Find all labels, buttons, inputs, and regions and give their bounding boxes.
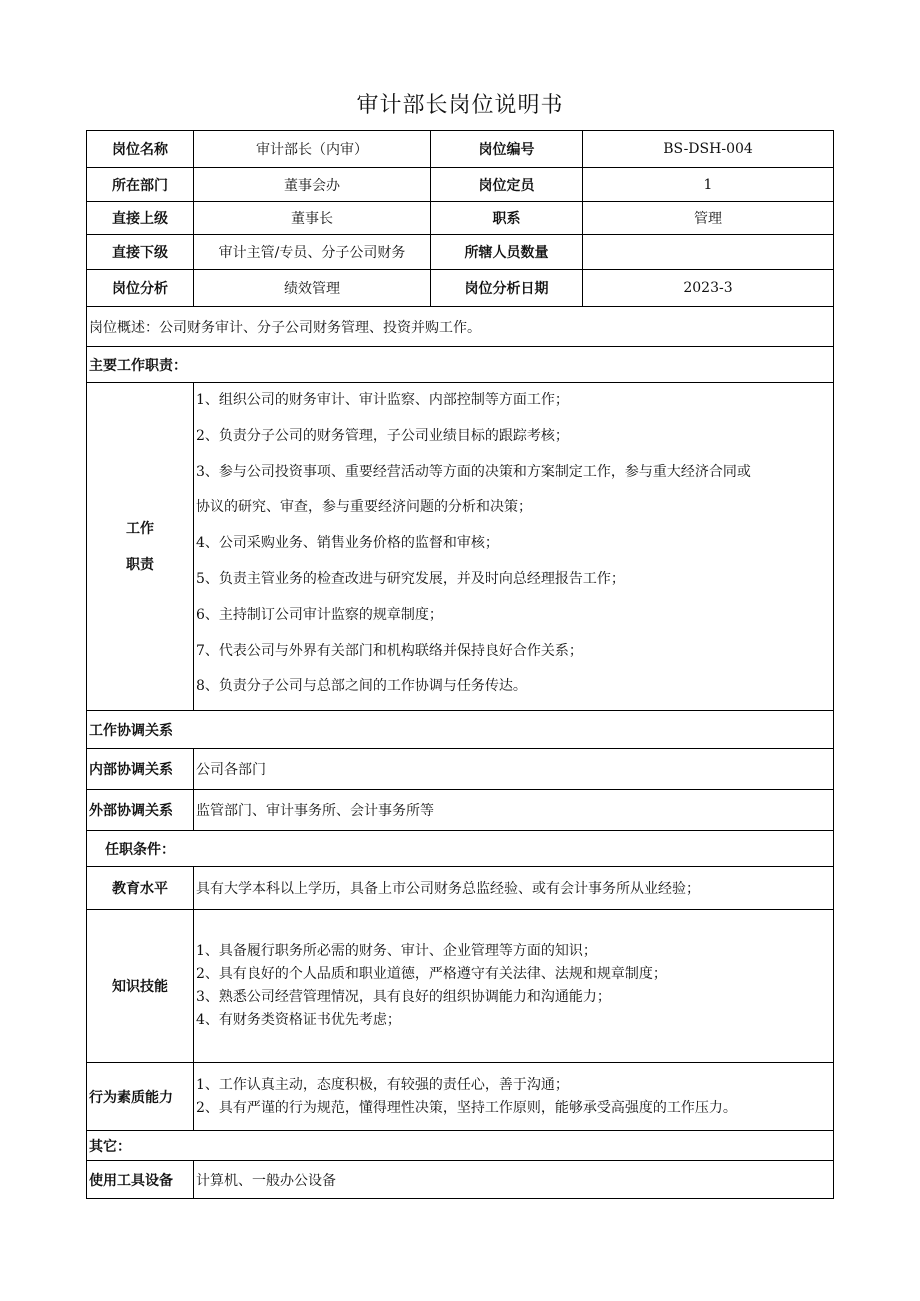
list-item: 2、具有严谨的行为规范，懂得理性决策，坚持工作原则，能够承受高强度的工作压力。 bbox=[196, 1099, 737, 1116]
duties-label-line: 工作 bbox=[126, 520, 154, 537]
list-item: 3、熟悉公司经营管理情况，具有良好的组织协调能力和沟通能力； bbox=[196, 989, 611, 1005]
list-item: 8、负责分子公司与总部之间的工作协调与任务传达。 bbox=[196, 678, 527, 695]
info-row bbox=[87, 270, 834, 307]
tools-value: 计算机、一般办公设备 bbox=[194, 1161, 834, 1199]
list-item: 协议的研究、审查，参与重要经济问题的分析和决策； bbox=[196, 499, 532, 516]
other-heading: 其它： bbox=[87, 1131, 834, 1161]
list-item: 7、代表公司与外界有关部门和机构联络并保持良好合作关系； bbox=[196, 642, 583, 659]
internal-coordination-value: 公司各部门 bbox=[194, 749, 834, 790]
list-item: 4、公司采购业务、销售业务价格的监督和审核； bbox=[196, 535, 499, 552]
info-value: 2023-3 bbox=[583, 270, 834, 307]
info-value: BS-DSH-004 bbox=[583, 131, 834, 168]
duties-label bbox=[87, 383, 194, 711]
info-label: 所在部门 bbox=[87, 168, 194, 202]
info-label: 岗位分析 bbox=[87, 270, 194, 307]
info-label: 所辖人员数量 bbox=[431, 235, 583, 270]
info-value: 绩效管理 bbox=[194, 270, 431, 307]
info-row bbox=[87, 131, 834, 168]
info-value bbox=[583, 235, 834, 270]
external-coordination-label: 外部协调关系 bbox=[87, 790, 194, 831]
internal-coordination-label: 内部协调关系 bbox=[87, 749, 194, 790]
list-item: 1、具备履行职务所必需的财务、审计、企业管理等方面的知识； bbox=[196, 943, 597, 959]
info-label: 岗位分析日期 bbox=[431, 270, 583, 307]
info-label: 直接下级 bbox=[87, 235, 194, 270]
education-value: 具有大学本科以上学历，具备上市公司财务总监经验、或有会计事务所从业经验； bbox=[194, 867, 834, 910]
list-item: 1、组织公司的财务审计、审计监察、内部控制等方面工作； bbox=[196, 392, 569, 408]
list-item: 2、具有良好的个人品质和职业道德，严格遵守有关法律、法规和规章制度； bbox=[196, 966, 667, 982]
education-label: 教育水平 bbox=[87, 867, 194, 910]
info-value: 管理 bbox=[583, 202, 834, 235]
info-value: 董事长 bbox=[194, 202, 431, 235]
knowledge-label: 知识技能 bbox=[87, 910, 194, 1063]
job-overview: 岗位概述：公司财务审计、分子公司财务管理、投资并购工作。 bbox=[87, 307, 834, 347]
job-description-table bbox=[86, 130, 834, 1199]
info-label: 直接上级 bbox=[87, 202, 194, 235]
document-title: 审计部长岗位说明书 bbox=[356, 93, 564, 118]
info-label: 岗位定员 bbox=[431, 168, 583, 202]
behavior-list bbox=[194, 1063, 834, 1131]
knowledge-list bbox=[194, 910, 834, 1063]
list-item: 2、负责分子公司的财务管理，子公司业绩目标的跟踪考核； bbox=[196, 427, 569, 444]
coordination-heading: 工作协调关系 bbox=[87, 711, 834, 749]
duties-label-line: 职责 bbox=[126, 556, 154, 573]
info-label: 职系 bbox=[431, 202, 583, 235]
info-value: 审计部长（内审） bbox=[194, 131, 431, 168]
external-coordination-value: 监管部门、审计事务所、会计事务所等 bbox=[194, 790, 834, 831]
behavior-label: 行为素质能力 bbox=[87, 1063, 194, 1131]
duties-list bbox=[194, 383, 834, 711]
list-item: 4、有财务类资格证书优先考虑； bbox=[196, 1012, 401, 1028]
info-value: 1 bbox=[583, 168, 834, 202]
info-row bbox=[87, 202, 834, 235]
info-label: 岗位名称 bbox=[87, 131, 194, 168]
qualifications-heading: 任职条件： bbox=[87, 831, 834, 867]
info-label: 岗位编号 bbox=[431, 131, 583, 168]
list-item: 3、参与公司投资事项、重要经营活动等方面的决策和方案制定工作，参与重大经济合同或 bbox=[196, 463, 751, 480]
list-item: 5、负责主管业务的检查改进与研究发展，并及时向总经理报告工作； bbox=[196, 570, 625, 587]
tools-label: 使用工具设备 bbox=[87, 1161, 194, 1199]
list-item: 6、主持制订公司审计监察的规章制度； bbox=[196, 606, 443, 623]
info-row bbox=[87, 235, 834, 270]
info-row bbox=[87, 168, 834, 202]
main-duties-heading: 主要工作职责： bbox=[87, 347, 834, 383]
info-value: 董事会办 bbox=[194, 168, 431, 202]
list-item: 1、工作认真主动，态度积极，有较强的责任心，善于沟通； bbox=[196, 1076, 569, 1093]
info-value: 审计主管/专员、分子公司财务 bbox=[194, 235, 431, 270]
